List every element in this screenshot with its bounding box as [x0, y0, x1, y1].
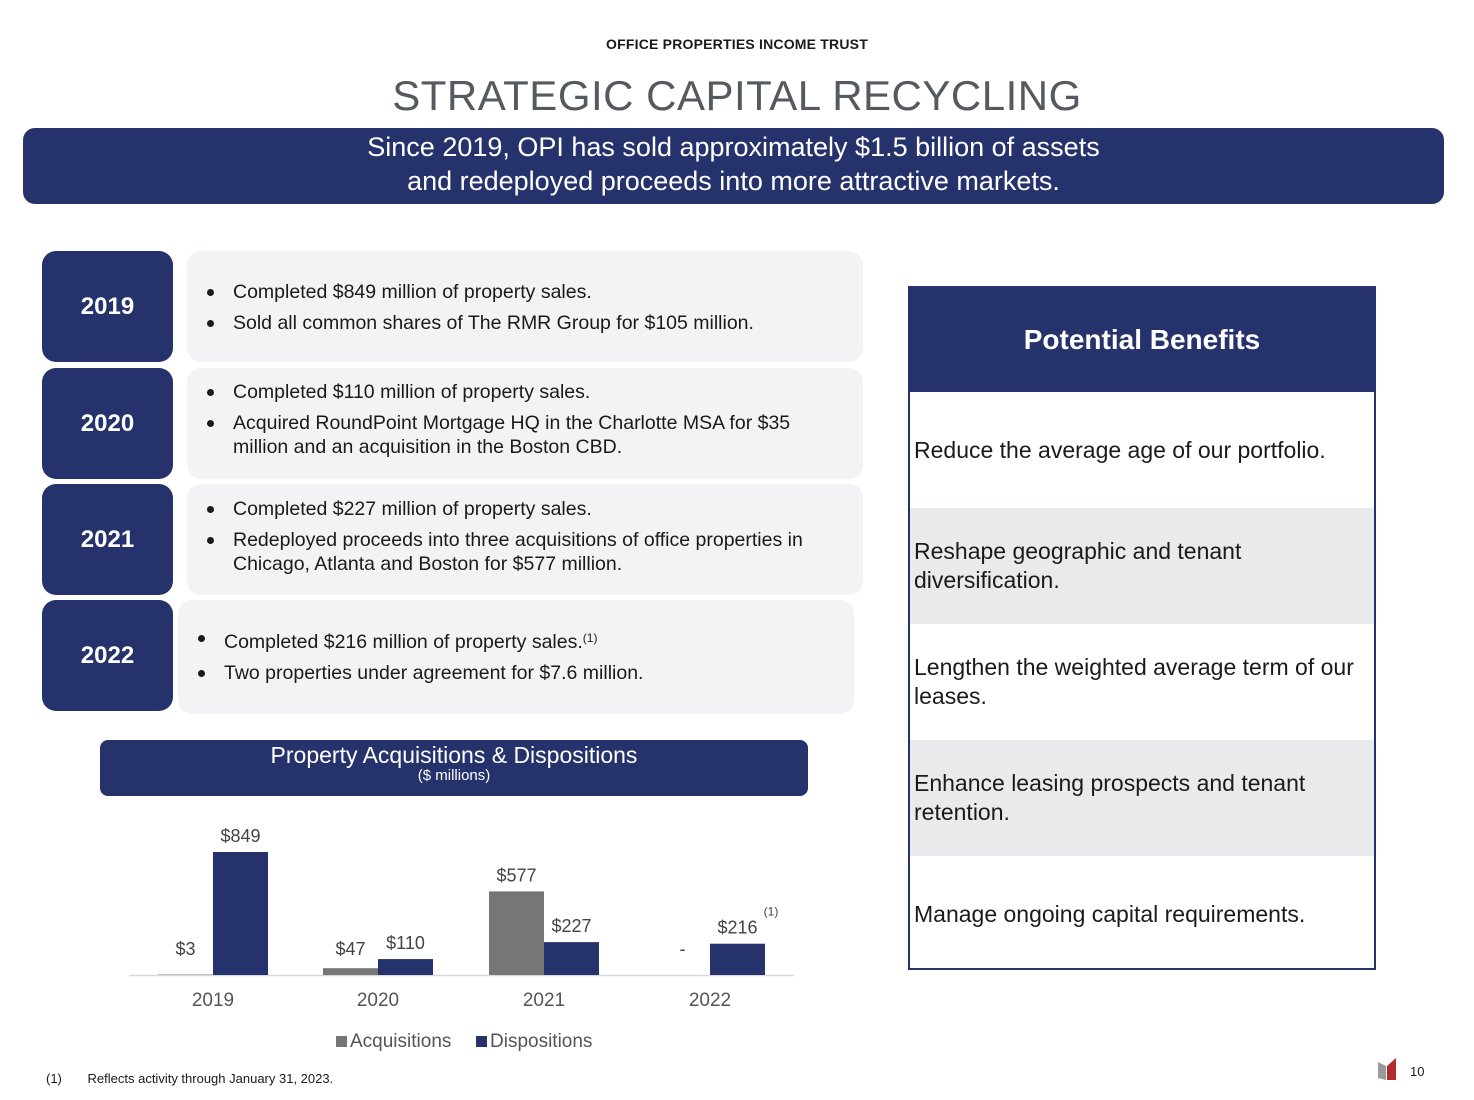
x-tick-label-2020: 2020 [356, 990, 400, 1011]
footnote-ref: (1) [582, 631, 598, 645]
data-label-acquisitions-2020: $47 [335, 939, 366, 959]
legend-label-dispositions: Dispositions [490, 1031, 593, 1052]
x-tick-label-2021: 2021 [522, 990, 566, 1011]
benefit-item: Lengthen the weighted average term of our leases. [914, 654, 1354, 709]
data-label-acquisitions-2022: - [679, 939, 686, 959]
bullet-2019-2: Sold all common shares of The RMR Group for $105 million. [187, 311, 863, 335]
bullet-2022-2: Two properties under agreement for $7.6 million. [178, 661, 854, 685]
bar-dispositions-2022 [710, 944, 765, 975]
chart-subtitle: ($ millions) [417, 767, 491, 784]
bullet-2020-1: Completed $110 million of property sales. [187, 380, 863, 404]
data-label-dispositions-2021: $227 [551, 916, 592, 937]
benefit-item: Enhance leasing prospects and tenant retention. [910, 740, 1374, 856]
company-name: OFFICE PROPERTIES INCOME TRUST [606, 36, 868, 52]
data-label-dispositions-2022: $216 [717, 917, 758, 938]
annotation-footnote: (1) [763, 904, 779, 919]
data-label-acquisitions-2021: $577 [496, 865, 537, 886]
page-number: 10 [1410, 1064, 1425, 1079]
bar-dispositions-2021 [544, 942, 599, 975]
x-tick-label-2019: 2019 [191, 990, 235, 1011]
year-badge-2021: 2021 [42, 484, 173, 595]
data-label-dispositions-2020: $110 [386, 933, 425, 954]
bar-dispositions-2020 [378, 959, 433, 975]
page-title: STRATEGIC CAPITAL RECYCLING [392, 72, 1082, 119]
data-label-acquisitions-2019: $3 [175, 939, 196, 959]
banner-line-2: and redeployed proceeds into more attractive markets. [407, 166, 1060, 196]
legend-swatch-dispositions [476, 1036, 487, 1047]
year-badge-2022: 2022 [42, 600, 173, 711]
bullet-2021-1: Completed $227 million of property sales. [187, 497, 863, 521]
legend-label-acquisitions: Acquisitions [350, 1031, 452, 1052]
chart-title: Property Acquisitions & Dispositions [270, 742, 638, 768]
year-badge-2020: 2020 [42, 368, 173, 479]
company-logo-icon [1378, 1058, 1396, 1080]
year-badge-2019: 2019 [42, 251, 173, 362]
benefit-item: Manage ongoing capital requirements. [914, 900, 1306, 927]
benefits-title: Potential Benefits [910, 288, 1374, 392]
benefit-item: Reshape geographic and tenant diversification. [910, 508, 1374, 624]
footnote [46, 1071, 333, 1086]
footnote-number: (1) [46, 1071, 62, 1086]
data-label-dispositions-2019: $849 [220, 826, 261, 846]
benefit-item: Reduce the average age of our portfolio. [914, 436, 1326, 463]
bar-dispositions-2019 [213, 852, 268, 975]
bar-acquisitions-2020 [323, 968, 378, 975]
legend-swatch-acquisitions [336, 1036, 347, 1047]
x-tick-label-2022: 2022 [688, 990, 732, 1011]
bullet-2021-2: Redeployed proceeds into three acquisitions of office properties in Chicago, Atlanta and Boston for $577 million. [187, 528, 863, 576]
bar-acquisitions-2021 [489, 891, 544, 975]
bullet-2019-1: Completed $849 million of property sales. [187, 280, 863, 304]
bullet-2020-2: Acquired RoundPoint Mortgage HQ in the Charlotte MSA for $35 million and an acquisition in the Boston CBD. [187, 411, 863, 459]
banner-line-1: Since 2019, OPI has sold approximately $1.5 billion of assets [367, 132, 1100, 162]
footnote-text: Reflects activity through January 31, 2023. [87, 1071, 334, 1086]
bullet-2022-1: Completed $216 million of property sales.$^{(1)}$ [178, 626, 854, 654]
benefits-panel [908, 286, 1376, 970]
